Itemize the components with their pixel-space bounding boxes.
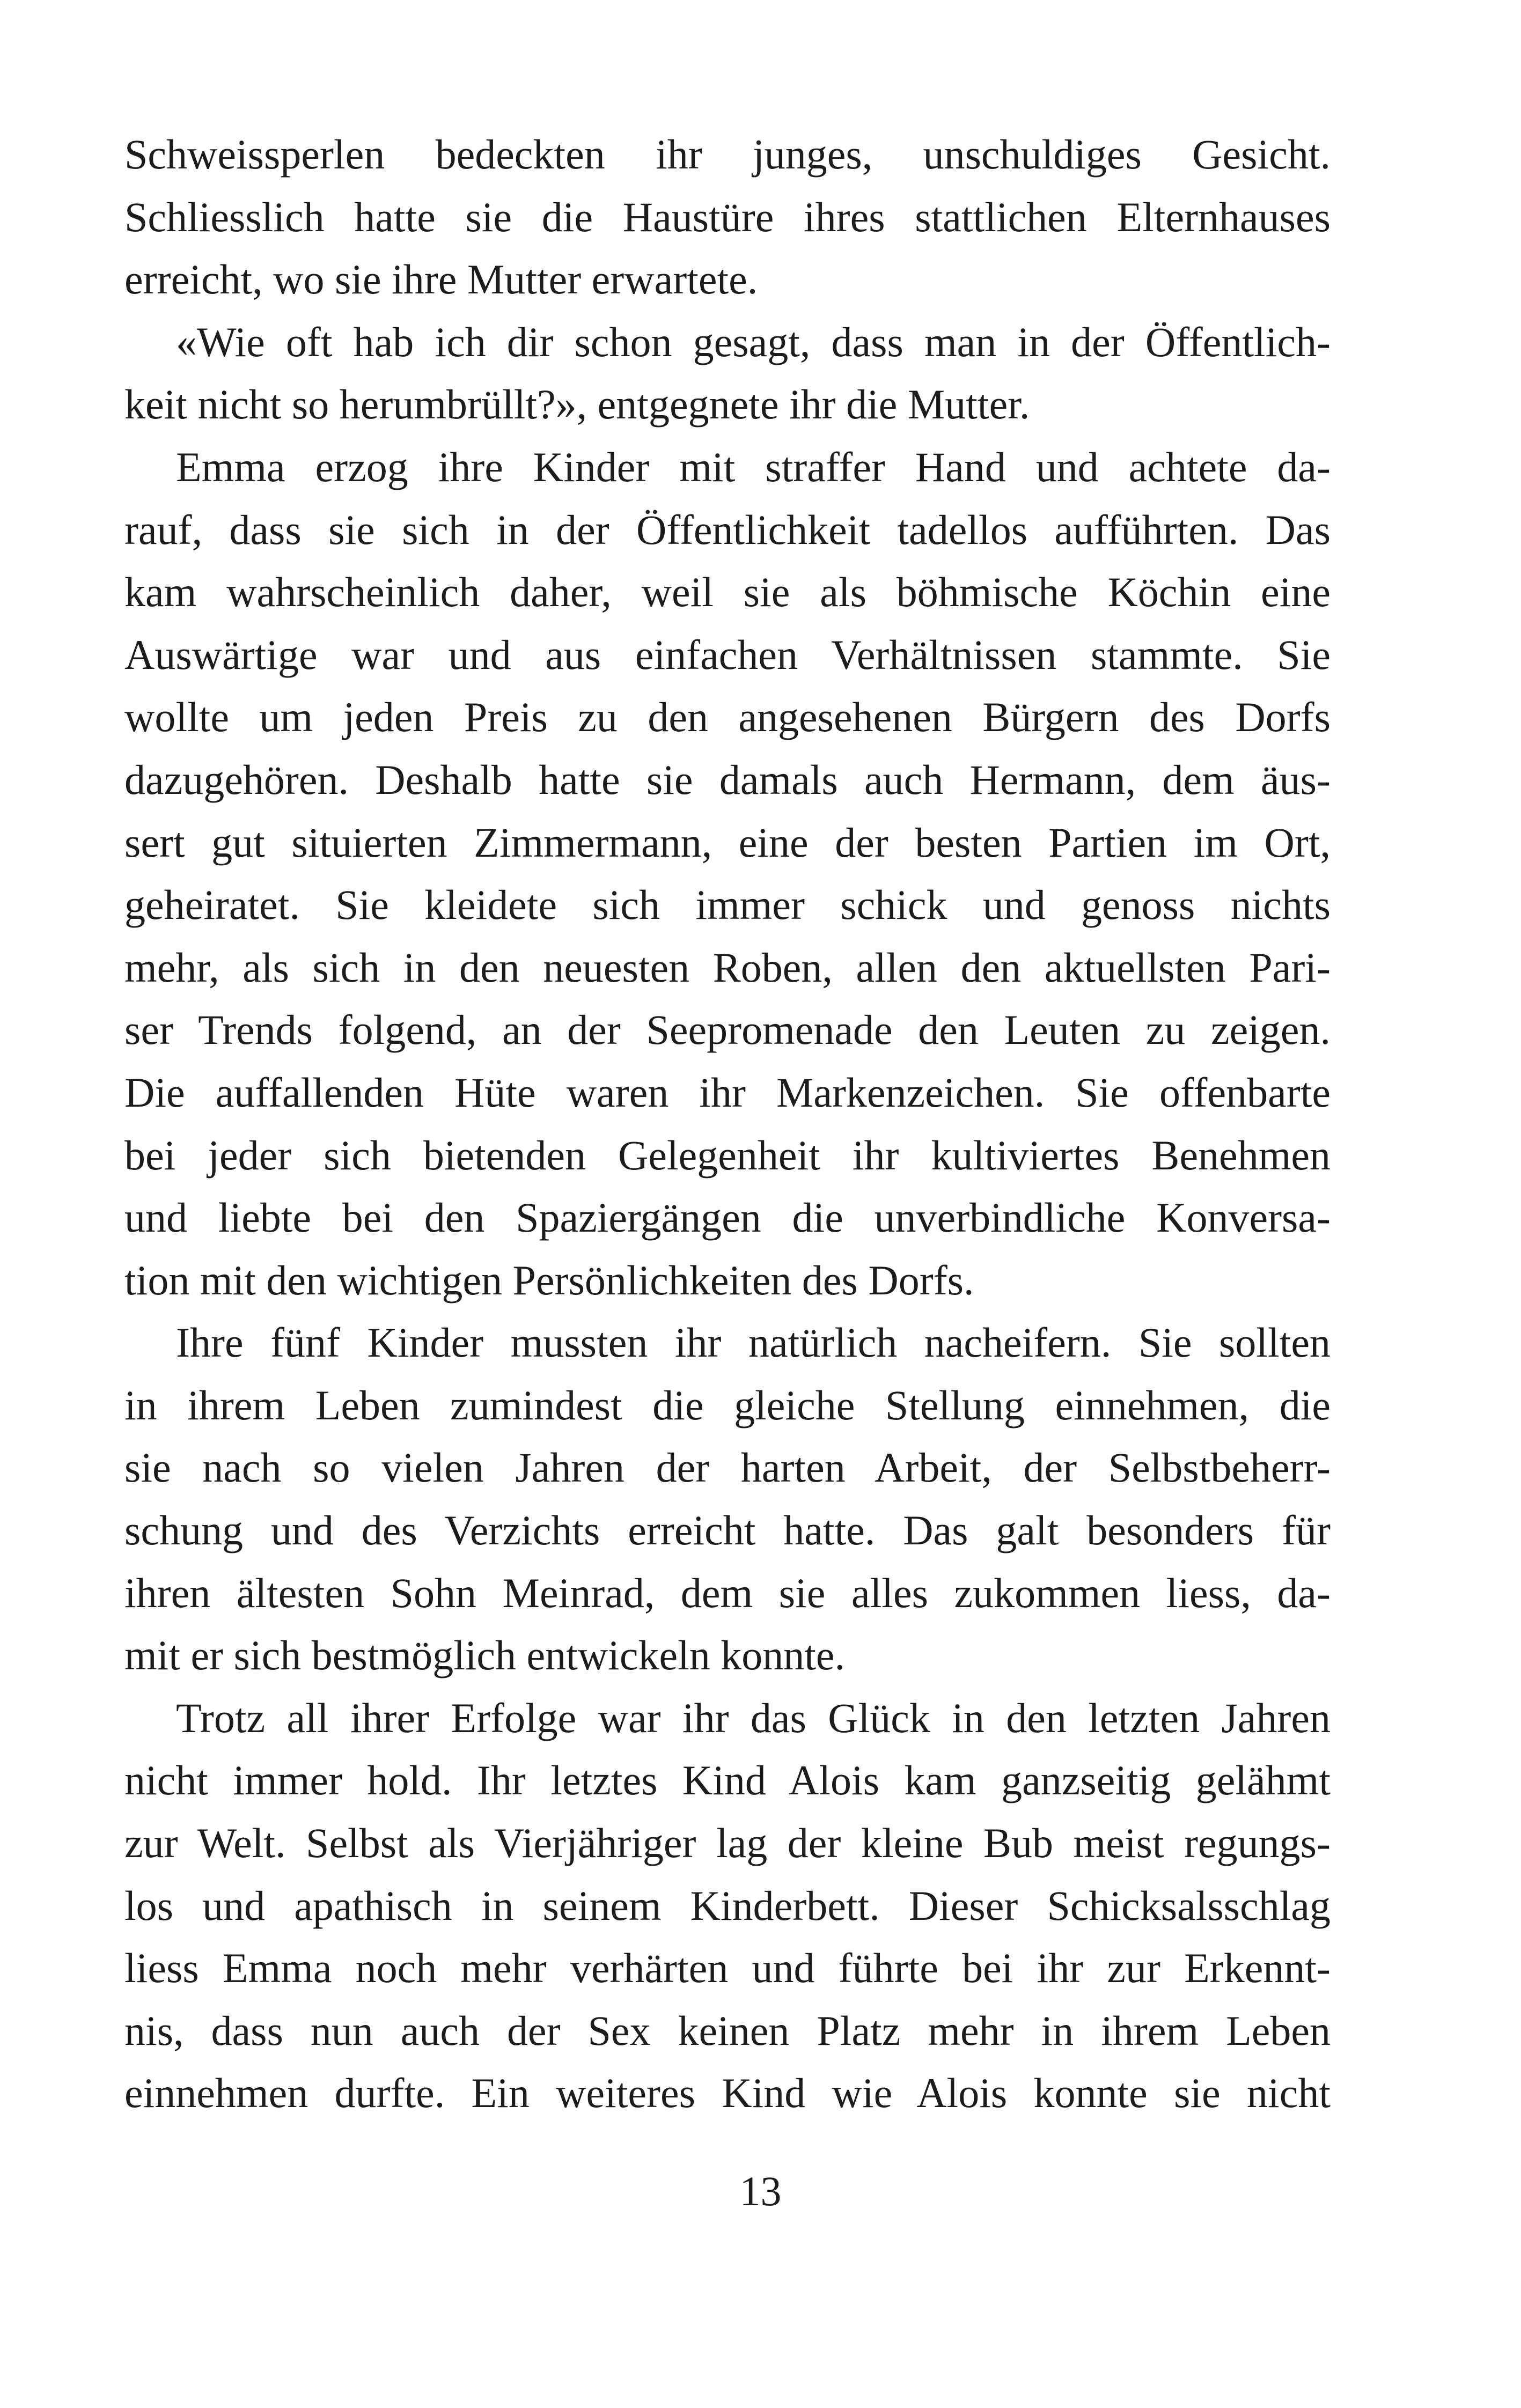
body-text [124, 123, 1331, 2125]
text-line: Ihre fünf Kinder mussten ihr natürlich nacheifern. Sie sollten [176, 1319, 1331, 1366]
text-line: und liebte bei den Spaziergängen die unverbindliche Konversa- [124, 1194, 1331, 1241]
text-line: einnehmen durfte. Ein weiteres Kind wie Alois konnte sie nicht [124, 2070, 1331, 2117]
text-line: nis, dass nun auch der Sex keinen Platz mehr in ihrem Leben [124, 2007, 1331, 2054]
text-line: dazugehören. Deshalb hatte sie damals auch Hermann, dem äus- [124, 756, 1331, 803]
text-line: liess Emma noch mehr verhärten und führte bei ihr zur Erkennt- [124, 1945, 1331, 1992]
text-line: rauf, dass sie sich in der Öffentlichkeit tadellos aufführten. Das [124, 506, 1331, 553]
text-line: in ihrem Leben zumindest die gleiche Stellung einnehmen, die [124, 1381, 1331, 1428]
text-line: mehr, als sich in den neuesten Roben, allen den aktuellsten Pari- [124, 944, 1331, 991]
text-line: sie nach so vielen Jahren der harten Arbeit, der Selbstbeherr- [124, 1444, 1331, 1491]
text-line: wollte um jeden Preis zu den angesehenen Bürgern des Dorfs [124, 694, 1331, 741]
text-line: Schweissperlen bedeckten ihr junges, unschuldiges Gesicht. [124, 131, 1331, 178]
text-line: bei jeder sich bietenden Gelegenheit ihr kultiviertes Benehmen [124, 1131, 1331, 1179]
text-line: los und apathisch in seinem Kinderbett. Dieser Schicksalsschlag [124, 1882, 1331, 1929]
text-line: Die auffallenden Hüte waren ihr Markenzeichen. Sie offenbarte [124, 1069, 1331, 1116]
text-line: schung und des Verzichts erreicht hatte. Das galt besonders für [124, 1507, 1331, 1554]
text-line: ihren ältesten Sohn Meinrad, dem sie alles zukommen liess, da- [124, 1569, 1331, 1616]
text-line: «Wie oft hab ich dir schon gesagt, dass man in der Öffentlich- [176, 318, 1331, 365]
text-line: Trotz all ihrer Erfolge war ihr das Glück in den letzten Jahren [176, 1694, 1331, 1741]
text-line: keit nicht so herumbrüllt?», entgegnete ihr die Mutter. [124, 381, 1030, 428]
text-line: geheiratet. Sie kleidete sich immer schick und genoss nichts [124, 881, 1331, 929]
text-line: zur Welt. Selbst als Vierjähriger lag der kleine Bub meist regungs- [124, 1820, 1331, 1867]
text-line: Schliesslich hatte sie die Haustüre ihres stattlichen Elternhauses [124, 193, 1331, 240]
text-line: nicht immer hold. Ihr letztes Kind Alois kam ganzseitig gelähmt [124, 1757, 1331, 1804]
text-line: mit er sich bestmöglich entwickeln konnte. [124, 1632, 846, 1679]
text-line: tion mit den wichtigen Persönlichkeiten des Dorfs. [124, 1256, 974, 1304]
text-line: sert gut situierten Zimmermann, eine der besten Partien im Ort, [124, 819, 1331, 866]
text-line: Auswärtige war und aus einfachen Verhältnissen stammte. Sie [124, 631, 1331, 678]
text-line: erreicht, wo sie ihre Mutter erwartete. [124, 256, 758, 303]
text-line: ser Trends folgend, an der Seepromenade den Leuten zu zeigen. [124, 1006, 1331, 1054]
text-line: Emma erzog ihre Kinder mit straffer Hand und achtete da- [176, 443, 1331, 490]
text-line: kam wahrscheinlich daher, weil sie als böhmische Köchin eine [124, 569, 1331, 616]
page-number: 13 [739, 2168, 782, 2214]
